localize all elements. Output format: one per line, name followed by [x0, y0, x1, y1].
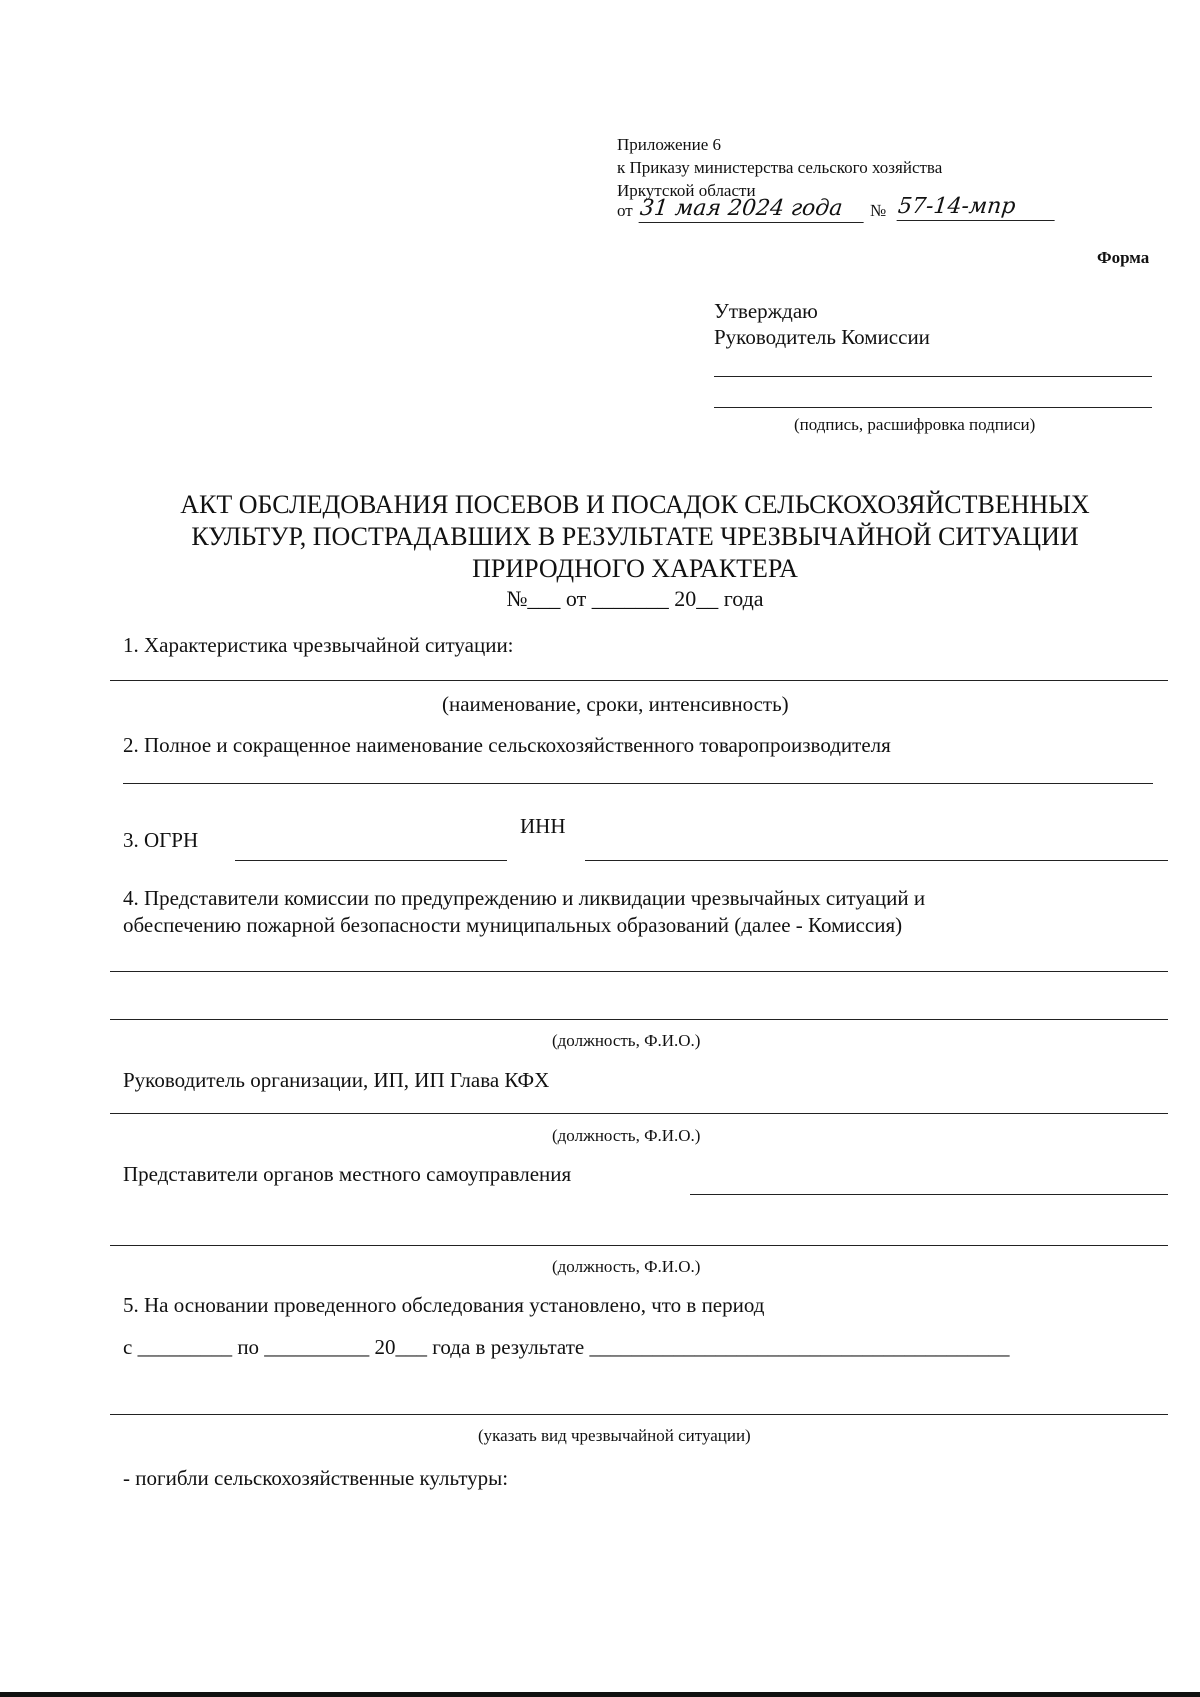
- section-5-caption: (указать вид чрезвычайной ситуации): [478, 1426, 751, 1445]
- section-1-caption: (наименование, сроки, интенсивность): [442, 692, 789, 716]
- section-4-line-a: [110, 971, 1168, 972]
- local-line-a: [690, 1194, 1168, 1195]
- handwritten-date: 31 мая 2024 года: [639, 196, 867, 223]
- handwritten-number: 57-14-мпр: [897, 194, 1058, 221]
- inn-line: [585, 860, 1168, 861]
- section-2-label: 2. Полное и сокращенное наименование сельскохозяйственного товаропроизводителя: [123, 733, 891, 757]
- document-title-line-2: КУЛЬТУР, ПОСТРАДАВШИХ В РЕЗУЛЬТАТЕ ЧРЕЗВЫЧАЙНОЙ СИТУАЦИИ: [191, 522, 1079, 551]
- section-1-label: 1. Характеристика чрезвычайной ситуации:: [123, 633, 514, 657]
- section-1-line: [110, 680, 1168, 681]
- appendix-line-1: Приложение 6: [617, 135, 721, 154]
- section-4-line-1: 4. Представители комиссии по предупреждению и ликвидации чрезвычайных ситуаций и: [123, 886, 926, 910]
- section-4-caption: (должность, Ф.И.О.): [552, 1031, 701, 1050]
- section-4-line-b: [110, 1019, 1168, 1020]
- ogrn-label: 3. ОГРН: [123, 828, 199, 852]
- section-5-line-2: с _________ по __________ 20___ года в результате ________________________________________: [123, 1335, 1010, 1359]
- head-caption: (должность, Ф.И.О.): [552, 1126, 701, 1145]
- local-label: Представители органов местного самоуправления: [123, 1162, 572, 1186]
- ogrn-line: [235, 860, 507, 861]
- appendix-line-3: Иркутской области: [617, 181, 756, 200]
- form-label: Форма: [1097, 248, 1150, 267]
- approval-line-2: Руководитель Комиссии: [714, 325, 930, 349]
- crops-label: - погибли сельскохозяйственные культуры:: [123, 1466, 509, 1490]
- section-2-line: [123, 783, 1153, 784]
- appendix-line-2: к Приказу министерства сельского хозяйства: [617, 158, 943, 177]
- local-line-b: [110, 1245, 1168, 1246]
- local-caption: (должность, Ф.И.О.): [552, 1257, 701, 1276]
- date-prefix: от: [617, 201, 633, 220]
- document-title-line-1: АКТ ОБСЛЕДОВАНИЯ ПОСЕВОВ И ПОСАДОК СЕЛЬСКОХОЗЯЙСТВЕННЫХ: [180, 490, 1090, 519]
- section-4-line-2: обеспечению пожарной безопасности муниципальных образований (далее - Комиссия): [123, 913, 903, 937]
- section-5-line: [110, 1414, 1168, 1415]
- document-title-line-3: ПРИРОДНОГО ХАРАКТЕРА: [472, 554, 798, 583]
- scan-bottom-edge: [0, 1692, 1200, 1697]
- inn-label: ИНН: [520, 814, 566, 838]
- appendix-date-row: [617, 201, 633, 221]
- approval-signature-line-1: [714, 376, 1152, 377]
- approval-caption: (подпись, расшифровка подписи): [794, 415, 1036, 434]
- number-prefix: №: [870, 201, 887, 220]
- document-number-line: №___ от _______ 20__ года: [506, 586, 764, 611]
- section-5-line-1: 5. На основании проведенного обследования установлено, что в период: [123, 1293, 765, 1317]
- approval-signature-line-2: [714, 407, 1152, 408]
- head-line: [110, 1113, 1168, 1114]
- head-label: Руководитель организации, ИП, ИП Глава КФХ: [123, 1068, 550, 1092]
- approval-line-1: Утверждаю: [714, 299, 818, 323]
